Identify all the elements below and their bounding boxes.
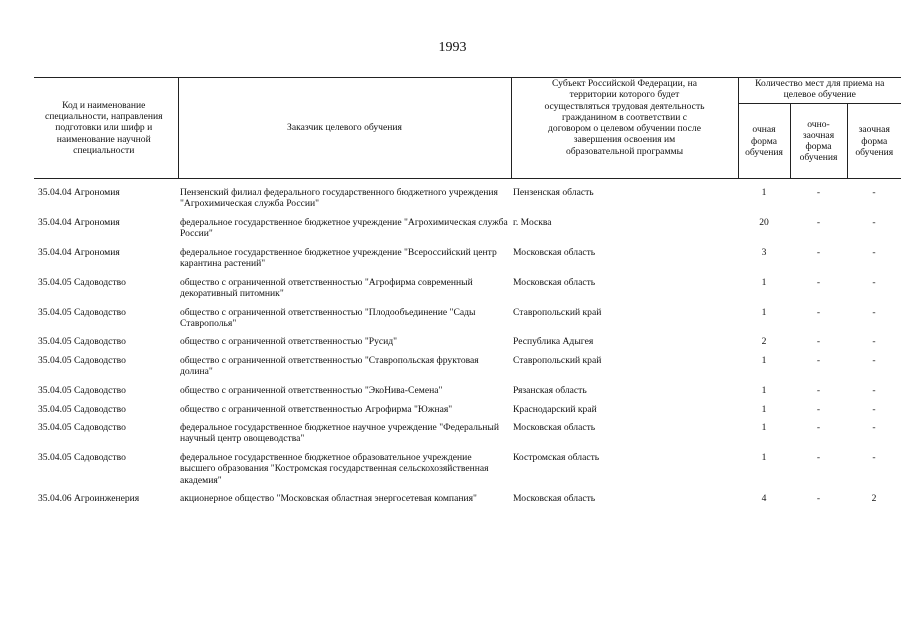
- cell-subject: Пензенская область: [513, 187, 594, 198]
- cell-full-time: 1: [761, 355, 767, 367]
- cell-part-time: -: [816, 246, 821, 258]
- cell-subject: Республика Адыгея: [513, 336, 594, 348]
- header-subject: Субъект Российской Федерации, на территории которого будет осуществляться трудовая деятельность гражданином в соответствии с договором о целевом обучении после завершения освоения им образовательной программы: [511, 78, 738, 179]
- cell-code: 35.04.05 Садоводство: [38, 403, 126, 415]
- cell-full-time: 1: [761, 276, 767, 288]
- cell-distance: -: [872, 336, 876, 348]
- header-customer: Заказчик целевого обучения: [178, 78, 511, 179]
- cell-code: 35.04.04 Агрономия: [38, 216, 120, 228]
- cell-part-time: -: [816, 452, 821, 464]
- cell-customer: федеральное государственное бюджетное учреждение "Агрохимическая служба России": [180, 216, 508, 240]
- table-row: [34, 187, 901, 217]
- cell-part-time: -: [816, 403, 821, 415]
- cell-distance: -: [872, 246, 876, 258]
- header-places-group: Количество мест для приема на целевое обучение: [738, 78, 901, 104]
- cell-distance: -: [872, 422, 876, 434]
- cell-code: 35.04.04 Агрономия: [38, 187, 120, 198]
- cell-customer: общество с ограниченной ответственностью "Русид": [180, 336, 398, 348]
- cell-part-time: -: [816, 187, 821, 198]
- cell-customer: Пензенский филиал федерального государственного бюджетного учреждения "Агрохимическая служба России": [180, 187, 498, 210]
- cell-distance: -: [872, 384, 876, 396]
- cell-customer: федеральное государственное бюджетное учреждение "Всероссийский центр карантина растений": [180, 246, 497, 270]
- cell-distance: -: [872, 187, 876, 198]
- cell-full-time: 4: [761, 493, 767, 505]
- cell-customer: общество с ограниченной ответственностью "Плодообъединение "Сады Ставрополья": [180, 306, 476, 329]
- cell-part-time: -: [816, 336, 821, 348]
- cell-subject: Краснодарский край: [513, 403, 597, 415]
- cell-code: 35.04.05 Садоводство: [38, 452, 126, 464]
- table-header: [34, 78, 901, 179]
- cell-code: 35.04.05 Садоводство: [38, 384, 126, 396]
- cell-subject: Костромская область: [513, 452, 600, 464]
- cell-code: 35.04.05 Садоводство: [38, 355, 126, 367]
- cell-customer: общество с ограниченной ответственностью "ЭкоНива-Семена": [180, 384, 443, 396]
- cell-subject: Московская область: [513, 422, 596, 434]
- table-row: [34, 404, 901, 423]
- table-row: [34, 452, 901, 493]
- cell-distance: -: [872, 355, 876, 367]
- cell-full-time: 1: [761, 187, 767, 198]
- table-row: [34, 217, 901, 247]
- cell-subject: г. Москва: [513, 216, 552, 228]
- header-part-time: очно-заочная форма обучения: [790, 104, 847, 179]
- cell-part-time: -: [816, 493, 821, 505]
- table-row: [34, 385, 901, 404]
- cell-subject: Московская область: [513, 276, 596, 288]
- cell-full-time: 20: [759, 216, 769, 228]
- cell-code: 35.04.05 Садоводство: [38, 422, 126, 434]
- cell-customer: федеральное государственное бюджетное научное учреждение "Федеральный научный центр овощеводства": [180, 422, 499, 445]
- cell-subject: Рязанская область: [513, 384, 587, 396]
- cell-full-time: 3: [761, 246, 767, 258]
- cell-code: 35.04.05 Садоводство: [38, 276, 126, 288]
- table-row: [34, 493, 901, 512]
- cell-full-time: 1: [761, 306, 767, 318]
- cell-code: 35.04.05 Садоводство: [38, 306, 126, 318]
- cell-distance: -: [872, 306, 876, 318]
- cell-customer: общество с ограниченной ответственностью "Ставропольская фруктовая долина": [180, 355, 479, 378]
- page-number: 1993: [438, 40, 467, 55]
- cell-distance: -: [872, 216, 876, 228]
- cell-full-time: 1: [761, 403, 767, 415]
- table-body: [34, 179, 901, 512]
- cell-code: 35.04.05 Садоводство: [38, 336, 126, 348]
- cell-customer: акционерное общество "Московская областная энергосетевая компания": [180, 493, 477, 505]
- cell-full-time: 1: [761, 422, 767, 434]
- cell-part-time: -: [816, 276, 821, 288]
- cell-customer: федеральное государственное бюджетное образовательное учреждение высшего образования "Костромская государственная сельскохозяйственная академия": [180, 452, 489, 486]
- cell-full-time: 1: [761, 452, 767, 464]
- header-distance: заочная форма обучения: [847, 104, 901, 179]
- cell-full-time: 2: [761, 336, 767, 348]
- cell-code: 35.04.04 Агрономия: [38, 246, 120, 258]
- cell-code: 35.04.06 Агроинженерия: [38, 493, 140, 505]
- cell-distance: -: [872, 276, 876, 288]
- target-training-table: [34, 77, 901, 512]
- cell-distance: -: [872, 452, 876, 464]
- cell-part-time: -: [816, 422, 821, 434]
- cell-customer: общество с ограниченной ответственностью "Агрофирма современный декоративный питомник": [180, 276, 473, 299]
- cell-part-time: -: [816, 355, 821, 367]
- header-code: Код и наименование специальности, направления подготовки или шифр и наименование научной специальности: [34, 78, 178, 179]
- cell-subject: Московская область: [513, 493, 596, 505]
- table-row: [34, 247, 901, 277]
- cell-part-time: -: [816, 384, 821, 396]
- cell-part-time: -: [816, 216, 821, 228]
- cell-customer: общество с ограниченной ответственностью Агрофирма "Южная": [180, 403, 453, 415]
- header-full-time: очная форма обучения: [738, 104, 790, 179]
- cell-part-time: -: [816, 306, 821, 318]
- cell-distance: 2: [871, 493, 877, 505]
- table-row: [34, 307, 901, 337]
- cell-subject: Московская область: [513, 246, 596, 258]
- cell-subject: Ставропольский край: [513, 306, 602, 318]
- table-row: [34, 355, 901, 385]
- cell-subject: Ставропольский край: [513, 355, 602, 367]
- table-row: [34, 422, 901, 452]
- cell-full-time: 1: [761, 384, 767, 396]
- table-row: [34, 277, 901, 307]
- table-row: [34, 336, 901, 355]
- cell-distance: -: [872, 403, 876, 415]
